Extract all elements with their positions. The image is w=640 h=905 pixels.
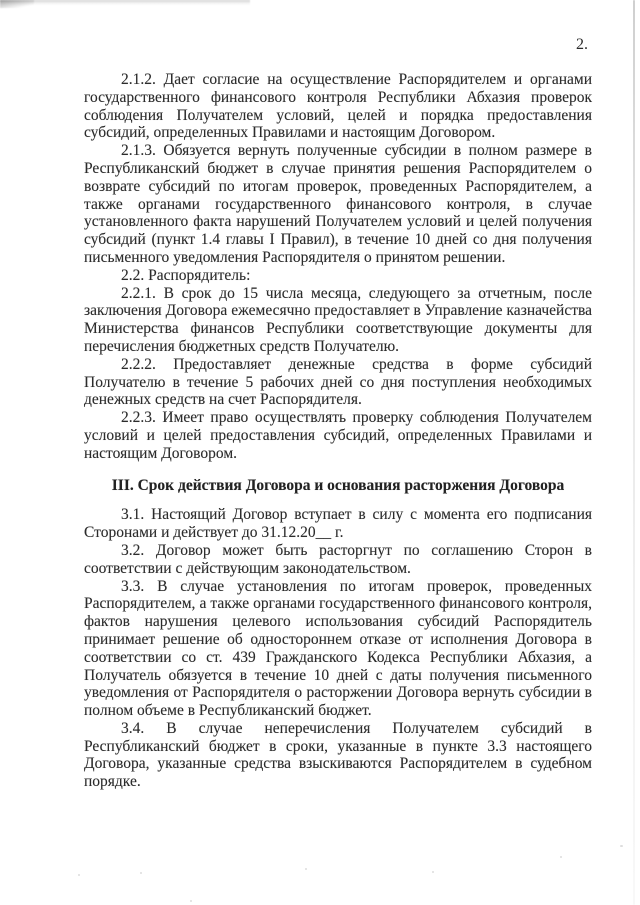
scan-speck bbox=[560, 856, 562, 858]
clause-2-1-2: 2.1.2. Дает согласие на осуществление Распорядителем и органами государственного финансового контроля Республики Абхазия проверок соблюдения Получателем условий, целей и порядка предоставления субсидий, определенных Правилами и настоящим Договором. bbox=[84, 71, 592, 142]
clause-3-2: 3.2. Договор может быть расторгнут по соглашению Сторон в соответствии с действующим законодательством. bbox=[84, 541, 592, 577]
clause-2-1-3: 2.1.3. Обязуется вернуть полученные субсидии в полном размере в Республиканский бюджет в случае принятия решения Распорядителем о возврате субсидий по итогам проверок, проведенных Распорядителем, а также органами государственного финансового контроля, в случае установленного факта нарушений Получателем условий и целей получения субсидий (пункт 1.4 главы I Правил), в течение 10 дней со дня получения письменного уведомления Распорядителя о принятом решении. bbox=[84, 142, 592, 266]
scan-speck bbox=[140, 872, 142, 874]
clause-2-2-1: 2.2.1. В срок до 15 числа месяца, следующего за отчетным, после заключения Договора ежемесячно предоставляет в Управление казначейства Министерства финансов Республики соответствующие документы для перечисления бюджетных средств Получателю. bbox=[84, 284, 592, 355]
scan-speck bbox=[620, 845, 623, 847]
section-heading-3: III. Срок действия Договора и основания расторжения Договора bbox=[111, 476, 565, 494]
clause-2-2-3: 2.2.3. Имеет право осуществлять проверку соблюдения Получателем условий и целей предоставления субсидий, определенных Правилами и настоящим Договором. bbox=[84, 409, 592, 462]
scan-speck bbox=[432, 871, 434, 873]
clause-2-2: 2.2. Распорядитель: bbox=[121, 266, 251, 284]
scan-speck bbox=[78, 874, 80, 876]
clause-3-4: 3.4. В случае неперечисления Получателем субсидий в Республиканский бюджет в сроки, указанные в пункте 3.3 настоящего Договора, указанные средства взыскиваются Распорядителем в судебном порядке. bbox=[84, 719, 592, 791]
scan-smudge-top-left-corner bbox=[0, 0, 34, 8]
scan-speck bbox=[190, 900, 192, 902]
clause-3-1: 3.1. Настоящий Договор вступает в силу с момента его подписания Сторонами и действует до 31.12.20__ г. bbox=[84, 506, 592, 542]
clause-2-2-2: 2.2.2. Предоставляет денежные средства в форме субсидий Получателю в течение 5 рабочих дней со дня поступления необходимых денежных средств на счет Распорядителя. bbox=[84, 355, 592, 409]
contract-text-block bbox=[84, 71, 592, 791]
scan-paper-edge-line bbox=[633, 0, 635, 905]
page-number: 2. bbox=[576, 36, 588, 53]
scan-speck bbox=[305, 868, 307, 870]
clause-3-3: 3.3. В случае установления по итогам проверок, проведенных Распорядителем, а также органами государственного финансового контроля, фактов нарушения целевого использования субсидий Распорядитель принимает решение об одностороннем отказе от исполнения Договора в соответствии со ст. 439 Гражданского Кодекса Республики Абхазия, а Получатель обязуется в течение 10 дней с даты получения письменного уведомления от Распорядителя о расторжении Договора вернуть субсидии в полном объеме в Республиканский бюджет. bbox=[84, 577, 592, 720]
scan-smudge-top-edge bbox=[0, 0, 250, 6]
